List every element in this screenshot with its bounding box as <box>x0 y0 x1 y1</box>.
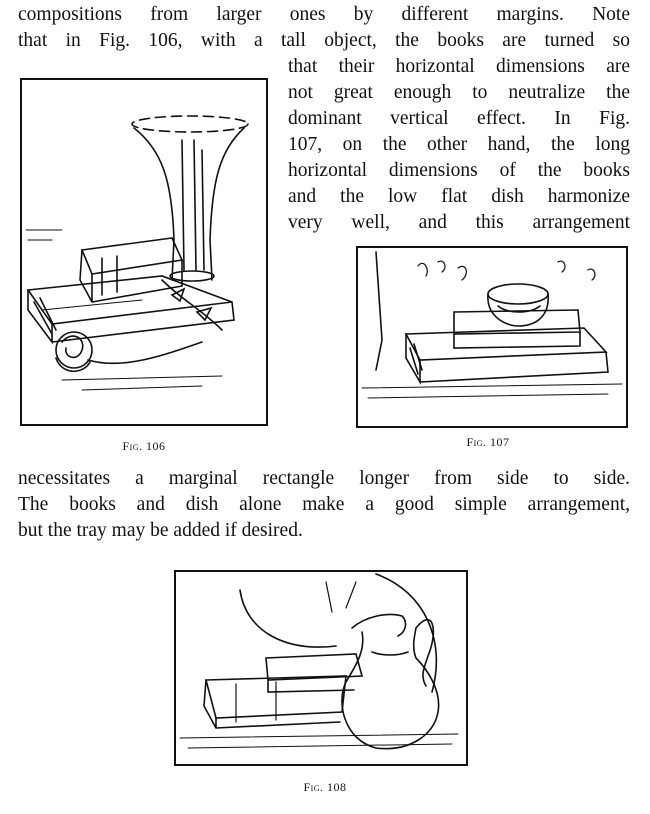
text-line: dominant vertical effect. In Fig. <box>288 108 630 129</box>
text-line: not great enough to neutralize the <box>288 82 630 103</box>
text-line: 107, on the other hand, the long <box>288 134 630 155</box>
figure-107-caption: Fig. 107 <box>466 435 510 449</box>
text-line: very well, and this arrangement <box>288 212 630 233</box>
figure-106-caption: Fig. 106 <box>122 439 166 453</box>
text-line: The books and dish alone make a good simple arrangement, <box>18 494 630 515</box>
text-line: compositions from larger ones by different margins. Note <box>18 4 630 25</box>
text-line: that their horizontal dimensions are <box>288 56 630 77</box>
text-line: horizontal dimensions of the books <box>288 160 630 181</box>
text-line: but the tray may be added if desired. <box>18 520 303 541</box>
figure-108-caption: Fig. 108 <box>303 780 347 794</box>
text-line: necessitates a marginal rectangle longer from side to side. <box>18 468 630 489</box>
figure-108-illustration <box>174 570 468 766</box>
text-line: and the low flat dish harmonize <box>288 186 630 207</box>
figure-107-illustration <box>356 246 628 428</box>
text-line: that in Fig. 106, with a tall object, the books are turned so <box>18 30 630 51</box>
figure-106-illustration <box>20 78 268 426</box>
